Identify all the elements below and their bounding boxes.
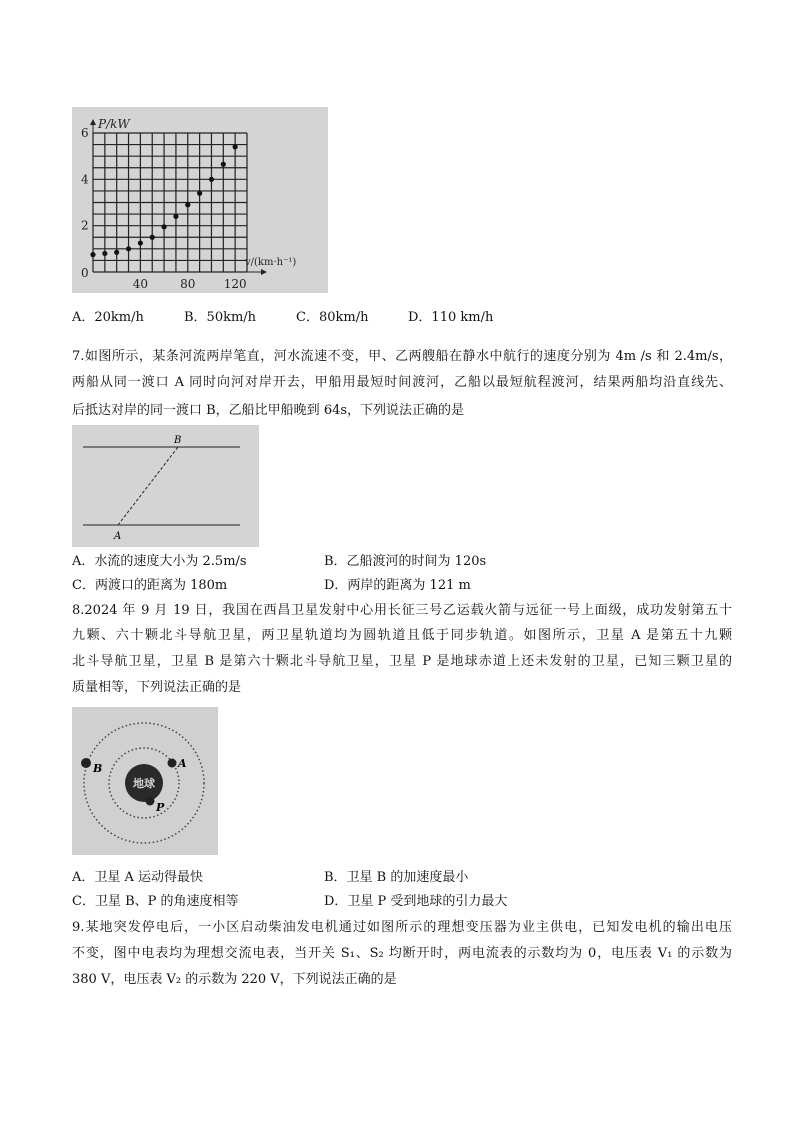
q7-line-2: 两船从同一渡口 A 同时向河对岸开去，甲船用最短时间渡河，乙船以最短航程渡河，结果两船均沿直线先、	[72, 375, 732, 390]
q8-option-b[interactable]: B．卫星 B 的加速度最小	[324, 870, 469, 885]
data-point	[233, 144, 238, 149]
x-axis-arrow	[261, 269, 267, 275]
q8-line-2: 九颗、六十颗北斗导航卫星，两卫星轨道均为圆轨道且低于同步轨道。如图所示，卫星 A 是第五十九颗	[72, 628, 732, 643]
satellite-b	[81, 758, 91, 768]
data-point	[209, 177, 214, 182]
q8-line-4: 质量相等，下列说法正确的是	[72, 680, 242, 695]
y-axis-label: P/kW	[98, 117, 130, 131]
label-p: P	[156, 801, 165, 814]
y-axis-arrow	[90, 119, 96, 125]
x-tick-label: 120	[223, 277, 247, 291]
y-tick-label: 6	[81, 126, 89, 140]
origin-label: 0	[81, 266, 89, 280]
power-speed-chart	[72, 107, 328, 293]
data-point	[126, 246, 131, 251]
q7-line-1: 7.如图所示，某条河流两岸笔直，河水流速不变，甲、乙两艘船在静水中航行的速度分别为 4m /s 和 2.4m/s，	[72, 349, 732, 364]
label-a: A	[114, 531, 122, 542]
q7-option-d[interactable]: D．两岸的距离为 121 m	[324, 578, 471, 593]
data-point	[197, 191, 202, 196]
q7-option-c[interactable]: C．两渡口的距离为 180m	[72, 578, 228, 593]
chart-svg	[72, 107, 328, 293]
q8-option-d[interactable]: D．卫星 P 受到地球的引力最大	[324, 894, 508, 909]
y-tick-label: 2	[81, 218, 89, 233]
x-tick-label: 40	[132, 277, 149, 291]
data-point	[102, 251, 107, 256]
q9-line-1: 9.某地突发停电后，一小区启动柴油发电机通过如图所示的理想变压器为业主供电，已知发电机的输出电压	[72, 920, 732, 935]
q8-option-c[interactable]: C．卫星 B、P 的角速度相等	[72, 894, 239, 909]
q7-option-a[interactable]: A．水流的速度大小为 2.5m/s	[72, 554, 247, 569]
satellite-a	[168, 759, 177, 768]
q9-line-2: 不变，图中电表均为理想交流电表，当开关 S₁、S₂ 均断开时，两电流表的示数均为 0，电压表 V₁ 的示数为	[72, 946, 732, 961]
q6-option-c[interactable]: C．80km/h	[296, 310, 369, 325]
data-point	[90, 252, 95, 257]
data-point	[221, 162, 226, 167]
data-point	[114, 250, 119, 255]
q8-line-3: 北斗导航卫星，卫星 B 是第六十颗北斗导航卫星，卫星 P 是地球赤道上还未发射的卫星，已知三颗卫星的	[72, 654, 732, 669]
q6-option-a[interactable]: A．20km/h	[72, 310, 144, 325]
q6-option-d[interactable]: D．110 km/h	[408, 310, 494, 325]
label-b: B	[93, 762, 103, 775]
earth-label: 地球	[133, 777, 155, 790]
q7-line-3: 后抵达对岸的同一渡口 B，乙船比甲船晚到 64s，下列说法正确的是	[72, 403, 465, 418]
label-b: B	[174, 435, 182, 446]
data-point	[161, 224, 166, 229]
satellite-p	[146, 797, 155, 806]
q8-option-a[interactable]: A．卫星 A 运动得最快	[72, 870, 204, 885]
path-line	[118, 447, 178, 525]
data-point	[185, 202, 190, 207]
river-diagram	[72, 425, 259, 547]
x-axis-label: v/(km·h⁻¹)	[245, 257, 297, 268]
data-point	[150, 235, 155, 240]
q6-option-b[interactable]: B．50km/h	[184, 310, 257, 325]
data-point	[173, 214, 178, 219]
q8-line-1: 8.2024 年 9 月 19 日，我国在西昌卫星发射中心用长征三号乙运载火箭与远征一号上面级，成功发射第五十	[72, 603, 732, 618]
x-tick-label: 80	[180, 277, 196, 291]
y-tick-label: 4	[81, 172, 89, 187]
q9-line-3: 380 V，电压表 V₂ 的示数为 220 V，下列说法正确的是	[72, 972, 397, 987]
label-a: A	[178, 757, 187, 770]
satellite-orbit-diagram	[72, 707, 218, 855]
q7-option-b[interactable]: B．乙船渡河的时间为 120s	[324, 554, 487, 569]
data-point	[138, 240, 143, 245]
